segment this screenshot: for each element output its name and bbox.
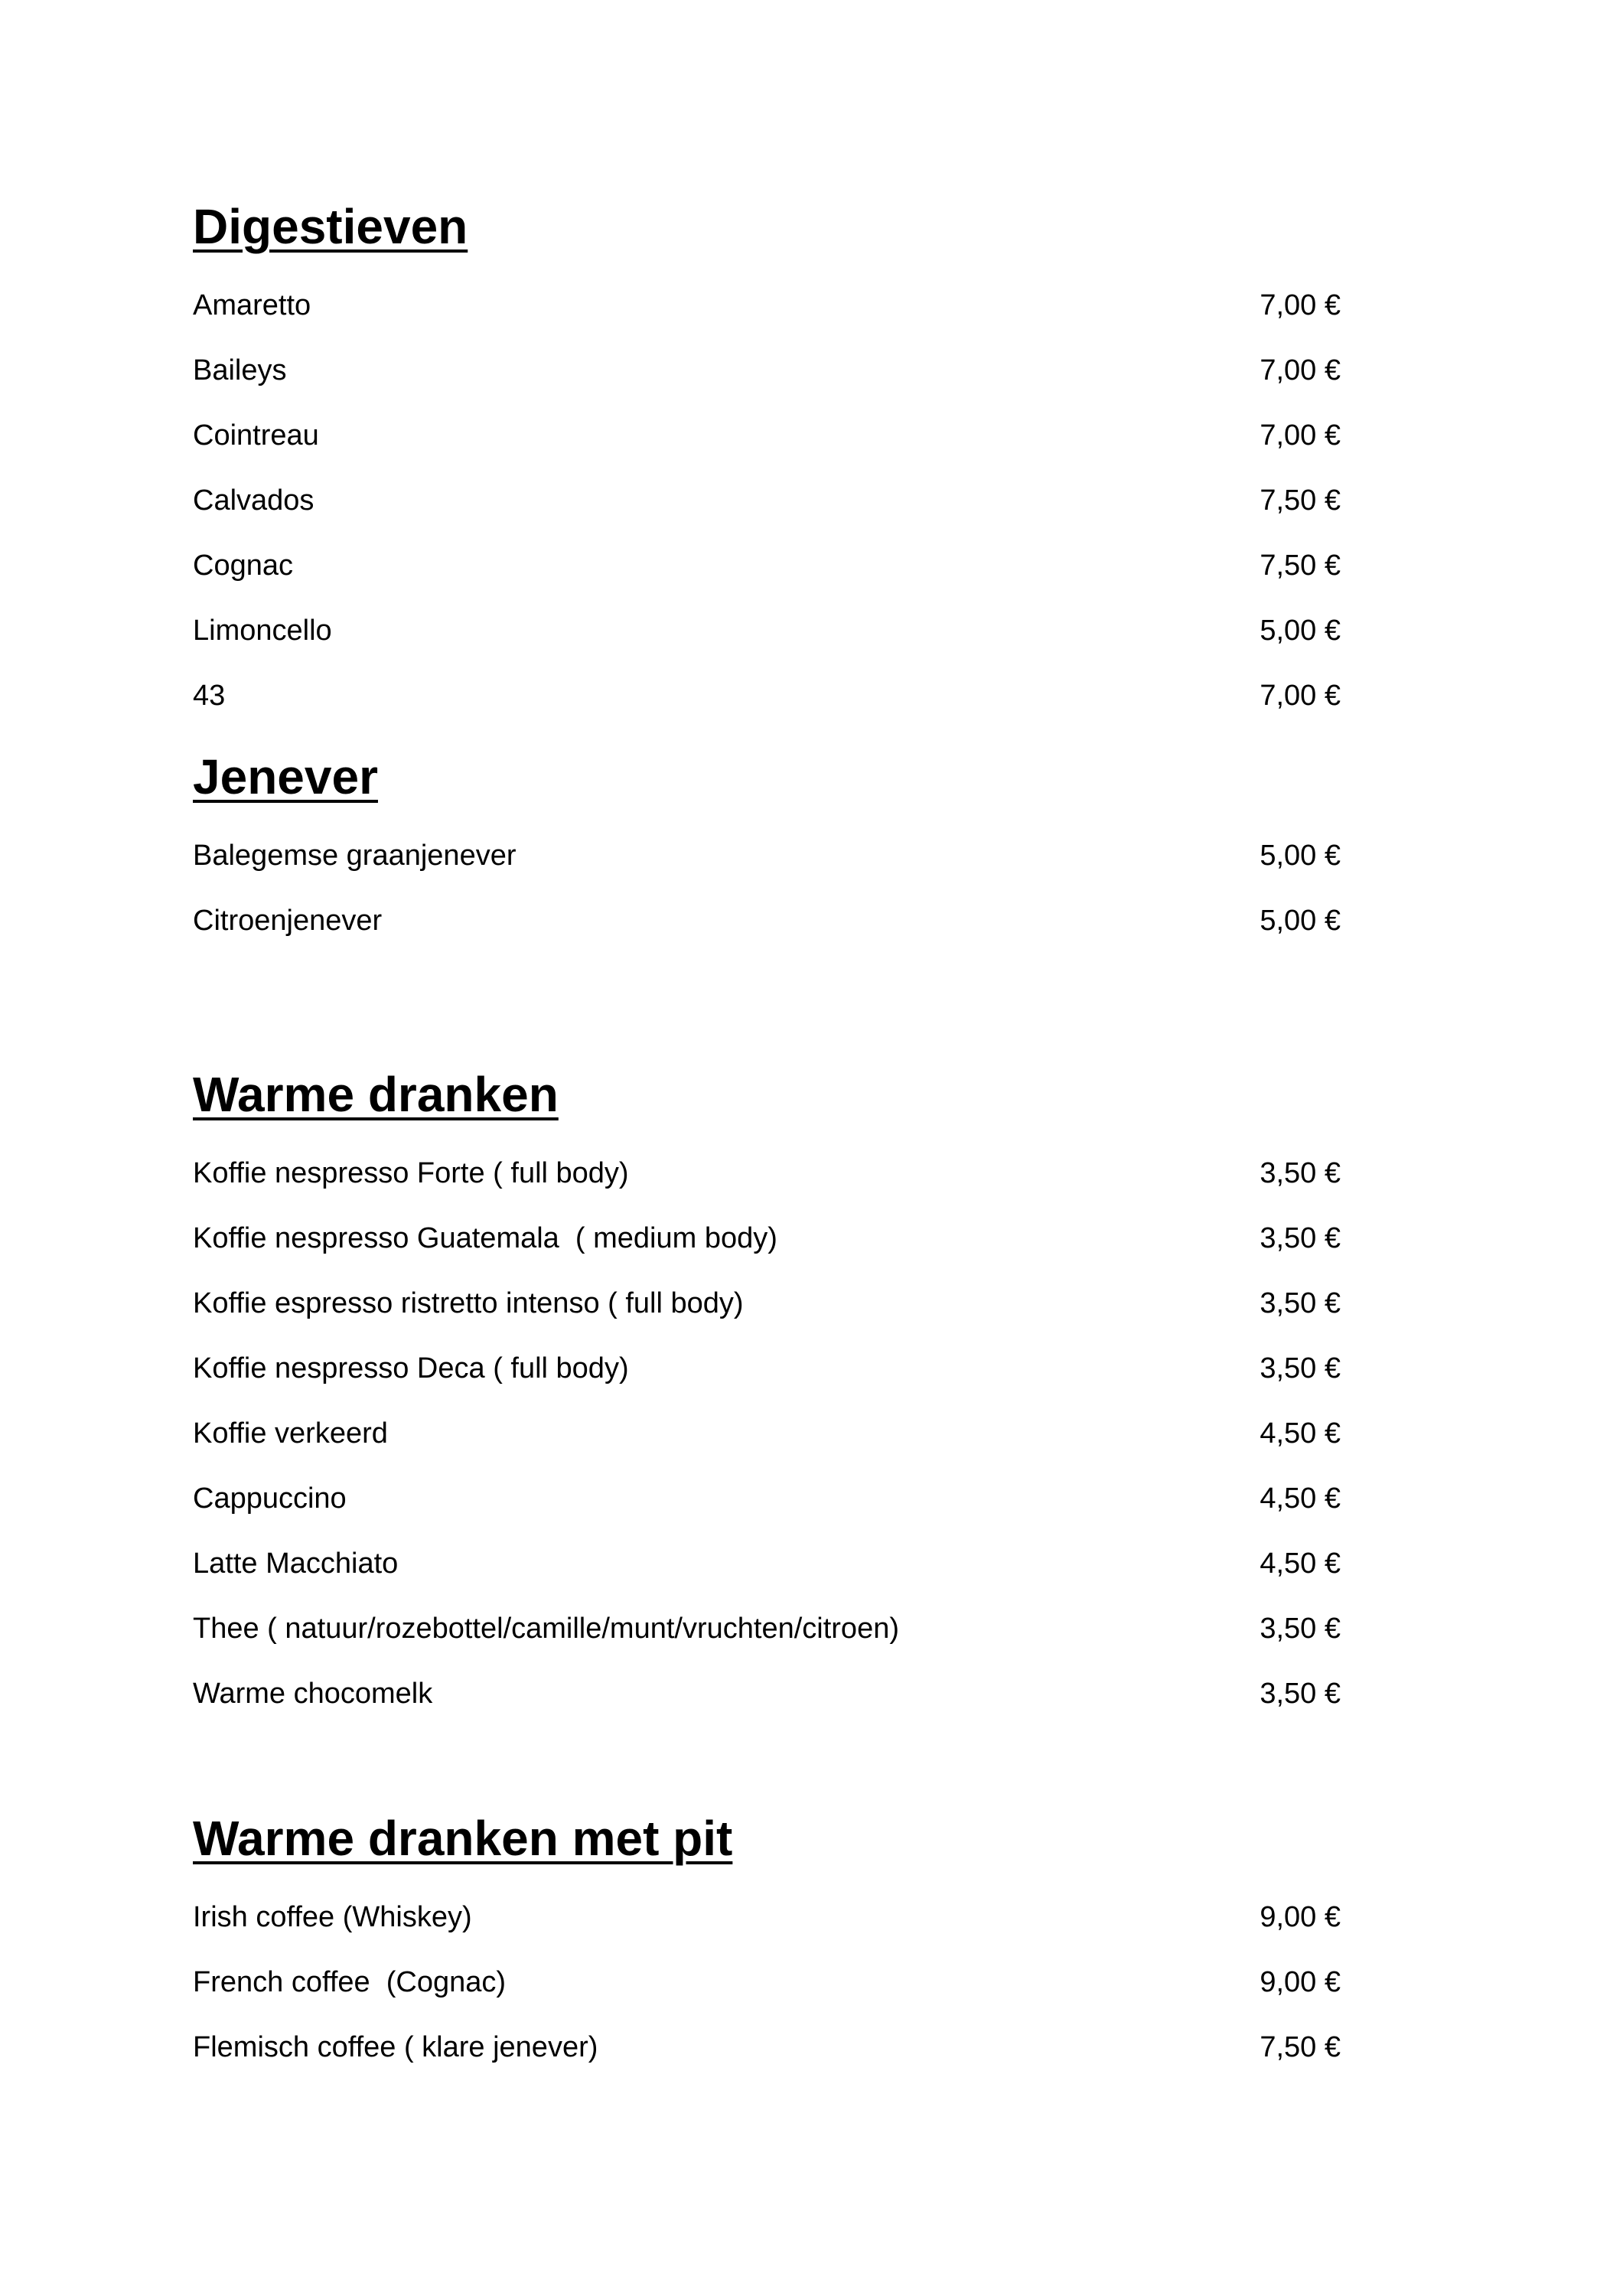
item-name: Koffie nespresso Guatemala ( medium body) [193, 1222, 777, 1254]
item-price: 3,50 € [1260, 1287, 1341, 1319]
section-title: Digestieven [193, 199, 468, 254]
item-name: Calvados [193, 484, 314, 517]
menu-item [193, 608, 1341, 654]
item-price: 4,50 € [1260, 1548, 1341, 1580]
menu-item [193, 1215, 1341, 1261]
item-price: 5,00 € [1260, 905, 1341, 937]
item-name: Koffie nespresso Forte ( full body) [193, 1157, 629, 1189]
item-price: 7,00 € [1260, 354, 1341, 386]
item-name: Latte Macchiato [193, 1548, 399, 1580]
item-price: 3,50 € [1260, 1157, 1341, 1189]
item-price: 7,50 € [1260, 2031, 1341, 2063]
item-price: 5,00 € [1260, 840, 1341, 872]
section-title: Jenever [193, 749, 378, 804]
item-name: Cointreau [193, 419, 319, 452]
menu-item [193, 1411, 1341, 1456]
menu-item [193, 1476, 1341, 1521]
item-price: 7,00 € [1260, 419, 1341, 452]
item-name: Flemisch coffee ( klare jenever) [193, 2031, 598, 2063]
item-name: Baileys [193, 354, 287, 386]
menu-item [193, 1671, 1341, 1717]
menu-item [193, 1606, 1341, 1652]
item-price: 4,50 € [1260, 1482, 1341, 1515]
item-name: Cappuccino [193, 1482, 347, 1515]
menu-item [193, 478, 1341, 523]
menu-item [193, 282, 1341, 328]
item-name: Warme chocomelk [193, 1678, 433, 1710]
menu-item [193, 1280, 1341, 1326]
menu-item [193, 833, 1341, 879]
item-name: Koffie verkeerd [193, 1417, 388, 1450]
item-name: Cognac [193, 550, 293, 582]
item-name: Amaretto [193, 289, 311, 321]
menu-item [193, 1894, 1341, 1940]
item-price: 9,00 € [1260, 1901, 1341, 1933]
item-price: 3,50 € [1260, 1613, 1341, 1645]
item-name: 43 [193, 680, 226, 712]
item-price: 3,50 € [1260, 1222, 1341, 1254]
item-name: Limoncello [193, 615, 332, 647]
menu-item [193, 898, 1341, 944]
menu-item [193, 347, 1341, 393]
section-title: Warme dranken [193, 1067, 559, 1122]
item-name: Koffie nespresso Deca ( full body) [193, 1352, 629, 1384]
menu-item [193, 543, 1341, 589]
item-price: 7,50 € [1260, 550, 1341, 582]
item-price: 7,50 € [1260, 484, 1341, 517]
menu-item [193, 1150, 1341, 1196]
item-price: 5,00 € [1260, 615, 1341, 647]
item-price: 7,00 € [1260, 680, 1341, 712]
item-name: Citroenjenever [193, 905, 383, 937]
item-name: French coffee (Cognac) [193, 1966, 507, 1998]
menu-item [193, 673, 1341, 719]
menu-item [193, 1959, 1341, 2005]
menu-item [193, 2024, 1341, 2070]
item-name: Balegemse graanjenever [193, 840, 517, 872]
menu-item [193, 413, 1341, 458]
item-name: Thee ( natuur/rozebottel/camille/munt/vruchten/citroen) [193, 1613, 899, 1645]
section-title: Warme dranken met pit [193, 1811, 733, 1866]
item-name: Koffie espresso ristretto intenso ( full body) [193, 1287, 744, 1319]
item-name: Irish coffee (Whiskey) [193, 1901, 472, 1933]
item-price: 3,50 € [1260, 1678, 1341, 1710]
item-price: 3,50 € [1260, 1352, 1341, 1384]
menu-item [193, 1541, 1341, 1587]
item-price: 4,50 € [1260, 1417, 1341, 1450]
menu-item [193, 1345, 1341, 1391]
item-price: 7,00 € [1260, 289, 1341, 321]
item-price: 9,00 € [1260, 1966, 1341, 1998]
